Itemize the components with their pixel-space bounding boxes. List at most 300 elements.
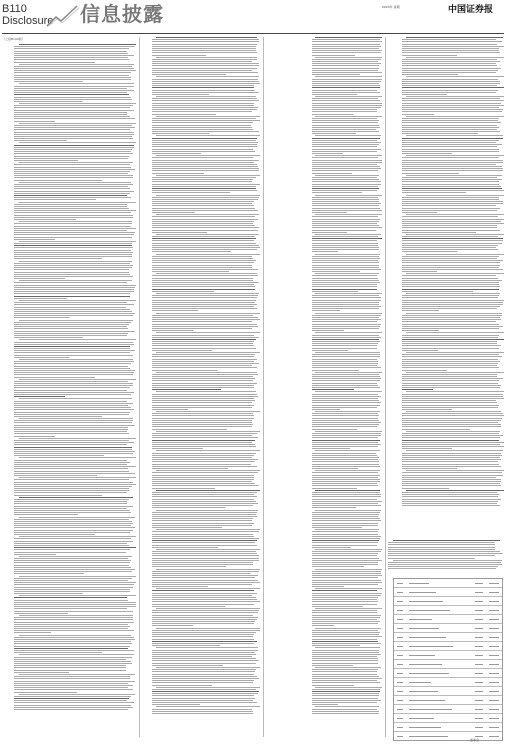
text-line xyxy=(19,654,134,655)
text-line xyxy=(152,518,253,519)
text-line xyxy=(14,455,104,456)
text-line xyxy=(312,650,379,651)
text-line xyxy=(388,562,501,563)
text-line xyxy=(152,383,257,384)
text-line xyxy=(152,142,258,143)
text-line xyxy=(19,300,136,301)
text-line xyxy=(14,107,130,108)
text-line xyxy=(156,687,260,688)
text-line xyxy=(152,345,254,346)
text-line xyxy=(14,217,133,218)
text-line xyxy=(152,625,193,626)
text-line xyxy=(14,149,132,150)
text-line xyxy=(156,411,259,412)
text-line xyxy=(152,166,258,167)
text-line xyxy=(312,492,380,493)
text-line xyxy=(152,571,259,572)
text-line xyxy=(402,444,500,445)
text-line xyxy=(14,309,130,310)
text-line xyxy=(312,271,360,272)
text-line xyxy=(312,711,379,712)
text-line xyxy=(402,494,499,495)
text-line xyxy=(402,177,497,178)
text-line xyxy=(152,208,255,209)
text-line xyxy=(402,48,499,49)
text-line xyxy=(152,387,254,388)
text-line xyxy=(312,260,378,261)
text-line xyxy=(402,201,503,202)
text-line xyxy=(312,663,378,664)
text-line xyxy=(14,672,69,673)
text-line xyxy=(14,186,128,187)
text-line xyxy=(152,181,252,182)
text-line xyxy=(402,271,437,272)
text-line xyxy=(402,157,499,158)
text-line xyxy=(402,103,501,104)
text-line xyxy=(152,321,252,322)
text-line xyxy=(14,506,133,507)
text-line xyxy=(312,630,378,631)
text-line xyxy=(312,400,379,401)
text-line xyxy=(312,704,338,705)
text-line xyxy=(14,289,134,290)
data-table xyxy=(393,578,503,741)
text-line xyxy=(312,199,379,200)
text-line xyxy=(315,628,382,629)
text-line xyxy=(312,520,381,521)
text-line xyxy=(152,275,258,276)
text-line xyxy=(152,523,254,524)
text-line xyxy=(152,61,252,62)
text-line xyxy=(14,510,130,511)
text-line xyxy=(402,321,496,322)
text-line xyxy=(14,160,78,161)
text-line xyxy=(14,328,128,329)
text-line xyxy=(14,562,130,563)
text-line xyxy=(312,415,379,416)
text-line xyxy=(14,258,102,259)
text-line xyxy=(152,81,259,82)
text-line xyxy=(156,490,260,491)
text-line xyxy=(152,619,257,620)
text-line xyxy=(19,635,131,636)
text-line xyxy=(14,547,136,548)
text-line xyxy=(312,310,340,311)
text-line xyxy=(14,412,130,413)
text-line xyxy=(312,280,379,281)
text-line xyxy=(402,328,499,329)
text-line xyxy=(402,269,503,270)
text-line xyxy=(14,569,135,570)
text-line xyxy=(14,527,135,528)
text-line xyxy=(156,391,256,392)
text-line xyxy=(152,151,255,152)
table-row xyxy=(394,642,502,651)
table-row xyxy=(394,678,502,687)
text-line xyxy=(315,588,382,589)
text-line xyxy=(312,170,378,171)
text-line xyxy=(402,407,498,408)
text-line xyxy=(406,431,500,432)
text-line xyxy=(14,112,127,113)
text-line xyxy=(312,525,378,526)
text-line xyxy=(14,191,134,192)
text-line xyxy=(152,505,253,506)
text-line xyxy=(152,409,188,410)
text-line xyxy=(152,258,253,259)
text-line xyxy=(152,479,254,480)
text-line xyxy=(402,389,433,390)
text-line xyxy=(156,372,257,373)
text-line xyxy=(402,251,457,252)
text-line xyxy=(152,280,253,281)
text-line xyxy=(152,267,252,268)
text-line xyxy=(312,188,379,189)
column-divider xyxy=(263,37,264,737)
text-line xyxy=(312,593,382,594)
text-line xyxy=(14,554,56,555)
text-line xyxy=(14,608,127,609)
text-line xyxy=(152,317,258,318)
text-line xyxy=(14,700,127,701)
text-line xyxy=(156,293,259,294)
text-line xyxy=(14,648,128,649)
text-line xyxy=(14,473,135,474)
text-line xyxy=(312,345,377,346)
text-line xyxy=(152,173,204,174)
text-line xyxy=(312,481,380,482)
text-line xyxy=(156,155,260,156)
text-line xyxy=(312,534,378,535)
text-line xyxy=(152,356,254,357)
section-name-zh: 信息披露 xyxy=(80,2,164,26)
text-line xyxy=(402,413,503,414)
text-line xyxy=(406,352,504,353)
text-line xyxy=(388,544,495,545)
text-line xyxy=(152,92,259,93)
text-line xyxy=(402,341,497,342)
text-line xyxy=(402,138,503,139)
text-line xyxy=(402,302,503,303)
text-line xyxy=(14,422,132,423)
text-line xyxy=(402,225,497,226)
text-line xyxy=(315,549,382,550)
text-line xyxy=(152,514,256,515)
text-line xyxy=(402,118,499,119)
article-block xyxy=(266,37,382,715)
text-line xyxy=(312,297,381,298)
text-line xyxy=(402,485,501,486)
text-line xyxy=(19,182,132,183)
text-line xyxy=(402,380,499,381)
text-line xyxy=(312,380,380,381)
text-line xyxy=(312,245,378,246)
text-line xyxy=(402,415,504,416)
text-line xyxy=(152,547,218,548)
text-line xyxy=(14,285,136,286)
text-line xyxy=(152,389,221,390)
text-line xyxy=(312,166,380,167)
text-line xyxy=(14,145,134,146)
text-line xyxy=(312,634,379,635)
text-line xyxy=(312,457,379,458)
text-line xyxy=(152,149,253,150)
text-line xyxy=(14,639,135,640)
text-line xyxy=(14,175,133,176)
text-line xyxy=(312,577,378,578)
text-line xyxy=(152,363,259,364)
text-line xyxy=(14,298,67,299)
text-line xyxy=(312,420,379,421)
text-line xyxy=(402,429,470,430)
text-line xyxy=(152,343,253,344)
text-line xyxy=(14,79,131,80)
text-line xyxy=(152,319,260,320)
text-line xyxy=(402,197,499,198)
text-line xyxy=(312,418,378,419)
text-line xyxy=(312,396,381,397)
text-line xyxy=(152,177,256,178)
text-line xyxy=(402,385,501,386)
text-line xyxy=(152,580,258,581)
text-line xyxy=(402,297,498,298)
text-line xyxy=(14,331,135,332)
text-line xyxy=(402,230,500,231)
text-line xyxy=(312,324,381,325)
text-line xyxy=(402,245,498,246)
text-line xyxy=(14,274,130,275)
text-line xyxy=(312,689,380,690)
text-line xyxy=(312,617,380,618)
text-line xyxy=(14,678,130,679)
text-line xyxy=(402,140,499,141)
text-line xyxy=(312,601,378,602)
text-line xyxy=(152,199,258,200)
text-line xyxy=(402,83,500,84)
text-line xyxy=(156,37,256,38)
text-line xyxy=(315,687,382,688)
text-line xyxy=(152,656,252,657)
text-line xyxy=(152,168,259,169)
text-line xyxy=(312,698,378,699)
text-line xyxy=(312,63,381,64)
text-line xyxy=(14,501,127,502)
text-line xyxy=(14,272,129,273)
text-line xyxy=(152,79,258,80)
text-line xyxy=(312,678,382,679)
text-line xyxy=(19,359,133,360)
text-line xyxy=(14,681,135,682)
text-line xyxy=(152,669,256,670)
text-line xyxy=(406,195,504,196)
text-line xyxy=(14,602,136,603)
text-line xyxy=(14,173,128,174)
text-line xyxy=(402,243,502,244)
text-line xyxy=(152,192,230,193)
text-line xyxy=(152,295,258,296)
text-line xyxy=(19,477,136,478)
text-line xyxy=(402,267,499,268)
text-line xyxy=(312,590,377,591)
text-line xyxy=(312,256,379,257)
text-line xyxy=(152,65,259,66)
text-line xyxy=(14,352,130,353)
text-line xyxy=(14,444,127,445)
text-line xyxy=(312,208,380,209)
text-line xyxy=(14,92,127,93)
text-line xyxy=(152,590,254,591)
text-line xyxy=(312,424,379,425)
text-line xyxy=(402,479,501,480)
text-line xyxy=(312,573,381,574)
text-line xyxy=(152,330,193,331)
text-line xyxy=(14,247,133,248)
text-line xyxy=(152,676,257,677)
text-line xyxy=(312,356,380,357)
text-line xyxy=(315,76,382,77)
text-lines xyxy=(402,37,504,507)
text-line xyxy=(152,297,257,298)
text-line xyxy=(14,228,136,229)
text-line xyxy=(14,114,127,115)
text-line xyxy=(402,505,500,506)
text-line xyxy=(312,328,379,329)
text-line xyxy=(312,542,378,543)
text-line xyxy=(14,630,134,631)
text-line xyxy=(156,588,260,589)
text-line xyxy=(14,250,131,251)
text-line xyxy=(402,208,500,209)
text-line xyxy=(312,343,378,344)
text-line xyxy=(312,210,382,211)
text-line xyxy=(156,195,260,196)
text-line xyxy=(312,455,377,456)
text-line xyxy=(312,378,381,379)
text-line xyxy=(312,625,334,626)
text-column-4 xyxy=(388,37,504,537)
text-line xyxy=(152,698,255,699)
text-line xyxy=(156,57,256,58)
text-line xyxy=(152,606,225,607)
text-line xyxy=(402,160,503,161)
text-line xyxy=(312,483,377,484)
text-line xyxy=(402,87,504,88)
text-line xyxy=(312,94,357,95)
text-line xyxy=(312,599,377,600)
text-line xyxy=(152,105,254,106)
text-line xyxy=(152,485,259,486)
text-line xyxy=(312,516,378,517)
text-line xyxy=(312,632,380,633)
text-line xyxy=(312,149,381,150)
text-line xyxy=(14,632,51,633)
text-line xyxy=(312,488,357,489)
text-line xyxy=(152,157,253,158)
text-line xyxy=(14,545,129,546)
text-line xyxy=(156,569,260,570)
text-line xyxy=(14,184,133,185)
text-line xyxy=(312,278,378,279)
text-line xyxy=(152,512,257,513)
text-line xyxy=(312,337,381,338)
text-line xyxy=(312,151,377,152)
text-line xyxy=(14,57,128,58)
table-row xyxy=(394,714,502,723)
text-line xyxy=(402,275,496,276)
text-line xyxy=(19,674,135,675)
text-line xyxy=(152,426,252,427)
text-line xyxy=(152,420,252,421)
text-line xyxy=(402,55,457,56)
text-line xyxy=(315,293,382,294)
text-line xyxy=(402,173,459,174)
text-line xyxy=(402,227,497,228)
text-line xyxy=(19,103,136,104)
text-line xyxy=(156,470,260,471)
text-line xyxy=(14,357,69,358)
text-line xyxy=(152,41,259,42)
text-line xyxy=(14,370,135,371)
text-line xyxy=(312,289,377,290)
text-line xyxy=(312,131,379,132)
text-line xyxy=(402,304,503,305)
text-line xyxy=(312,477,378,478)
text-line xyxy=(402,105,504,106)
text-line xyxy=(402,186,501,187)
text-line xyxy=(14,495,102,496)
text-line xyxy=(14,663,132,664)
text-line xyxy=(402,125,497,126)
text-line xyxy=(315,470,380,471)
text-line xyxy=(14,613,68,614)
text-line xyxy=(402,400,496,401)
text-line xyxy=(402,453,501,454)
text-line xyxy=(14,696,131,697)
text-line xyxy=(402,424,501,425)
text-line xyxy=(14,342,133,343)
text-line xyxy=(315,647,381,648)
text-line xyxy=(14,72,131,73)
text-line xyxy=(402,440,499,441)
text-line xyxy=(152,658,256,659)
text-line xyxy=(152,650,258,651)
text-line xyxy=(312,262,379,263)
text-line xyxy=(152,380,253,381)
text-line xyxy=(152,370,217,371)
text-line xyxy=(152,446,256,447)
text-line xyxy=(312,621,380,622)
text-line xyxy=(312,514,379,515)
text-line xyxy=(402,184,499,185)
text-line xyxy=(312,426,377,427)
text-line xyxy=(402,464,499,465)
text-line xyxy=(152,289,255,290)
text-line xyxy=(14,447,132,448)
text-line xyxy=(312,286,377,287)
text-line xyxy=(14,534,95,535)
text-line xyxy=(152,190,257,191)
text-line xyxy=(152,94,209,95)
text-line xyxy=(14,48,129,49)
text-line xyxy=(402,405,499,406)
text-line xyxy=(312,120,379,121)
text-line xyxy=(402,50,499,51)
text-line xyxy=(312,553,378,554)
text-line xyxy=(312,105,382,106)
text-line xyxy=(152,566,226,567)
text-line xyxy=(14,291,134,292)
text-line xyxy=(312,48,379,49)
